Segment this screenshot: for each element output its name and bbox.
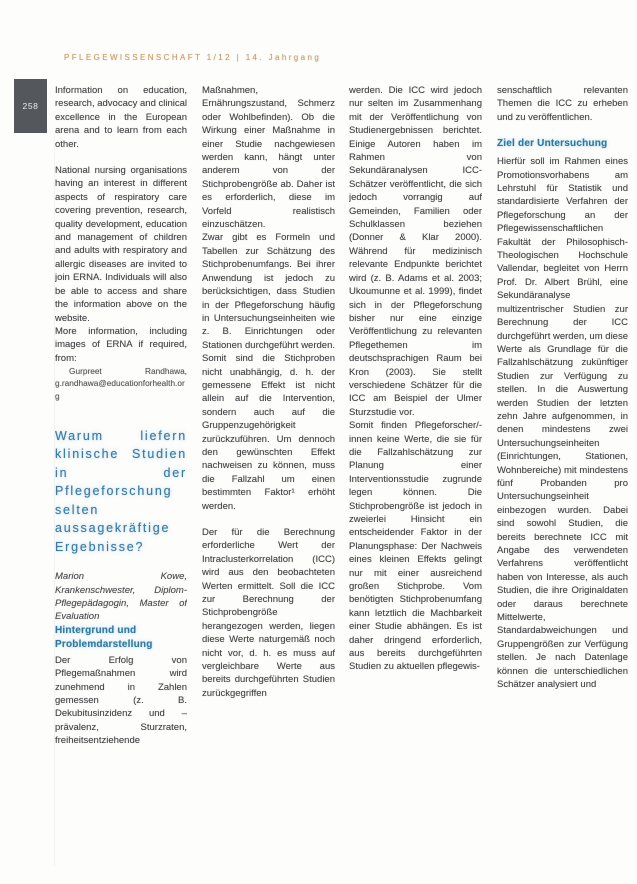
article-paragraph: senschaftlich relevanten Themen die ICC zu erheben und zu veröffentlichen.: [497, 85, 628, 123]
article-paragraph: Der Erfolg von Pflegemaßnahmen wird zunehmend in Zahlen gemessen (z. B. Dekubitusinzidenz und –prävalenz, Sturzraten, freiheitsentziehende: [55, 654, 187, 747]
article-paragraph: werden. Die ICC wird jedoch nur selten im Zusammenhang mit der Veröffentlichung von Studienergebnissen berichtet. Einige Autoren haben im Rahmen von Sekundäranalysen ICC-Schätzer veröffentlicht, die sich jedoch vorrangig auf Gemeinden, Familien oder Schulklassen beziehen (Donner & Klar 2000). Während für medizinisch relevante Endpunkte berichtet wird (z. B. Adams et al. 2003; Ukoumunne et al. 1999), findet sich in der Pflegeforschung bisher nur eine einzige Veröffentlichung zu relevanten Pflegethemen im deutschsprachigen Raum bei Kron (2003). Sie stellt verschiedene Schätzer für die ICC am Beispiel der Ulmer Sturzstudie vor.: [349, 85, 482, 418]
article-author-line: Marion Kowe, Krankenschwester, Diplom-Pflegepädagogin, Master of Evaluation: [55, 571, 187, 623]
page-number: 258: [22, 101, 39, 111]
article-title: Warum liefern klinische Studien in der Pflegeforschung selten aussagekräftige Ergebnisse?: [55, 428, 187, 554]
article-paragraph: Der für die Berechnung erforderliche Wert der Intraclusterkorrelation (ICC) wird aus den beobachteten Werten ermittelt. Soll die ICC zur Berechnung der Stichprobengröße herangezogen werden, liegen diese Werte naturgemäß noch nicht vor, d. h. es muss auf vergleichbare Werte aus bereits durchgeführten Studien zurückgegriffen: [202, 527, 335, 699]
text-column-2: [202, 84, 335, 872]
section-heading-goal: Ziel der Untersuchung: [497, 138, 608, 150]
text-column-3: [349, 84, 482, 872]
text-column-4: [497, 84, 628, 872]
erna-contact-block: Gurpreet Randhawa, g.randhawa@educationforhealth.org: [55, 366, 187, 401]
article-paragraph: Hierfür soll im Rahmen eines Promotionsvorhabens am Lehrstuhl für Statistik und standardisierte Verfahren der Pflegeforschung an der Pflegewissenschaftlichen Fakultät der Philosophisch-Theologischen Hochschule Vallendar, begleitet von Herrn Prof. Dr. Albert Brühl, eine Sekundäranalyse multizentrischer Studien zur Berechnung der ICC durchgeführt werden, um diese Werte als Grundlage für die Fallzahlschätzung zukünftiger Studien zur Verfügung zu stellen. In die Auswertung werden Studien der letzten zehn Jahre aufgenommen, in denen mindestens zwei Untersuchungseinheiten (Einrichtungen, Stationen, Wohnbereiche) mit mindestens fünf Probanden pro Untersuchungseinheit einbezogen wurden. Dabei sind sowohl Studien, die bereits berechnete ICC mit Angabe des verwendeten Verfahrens veröffentlicht haben von Interesse, als auch Studien, die ihre Originaldaten oder daraus berechnete Mittelwerte, Standardabweichungen und Gruppengrößen zur Verfügung stellen. Je nach Datenlage können die unterschiedlichen Schätzer analysiert und: [497, 156, 628, 691]
article-paragraph: Zwar gibt es Formeln und Tabellen zur Schätzung des Stichprobenumfangs. Bei ihrer Anwendung ist jedoch zu berücksichtigen, dass Studien in der Pflegeforschung häufig in Untersuchungseinheiten wie z. B. Einrichtungen oder Stationen durchgeführt werden. Somit sind die Stichproben nicht unabhängig, d. h. der gemessene Effekt ist nicht allein auf die Intervention, sondern auch auf die Gruppenzugehörigkeit zurückzuführen. Um dennoch den gewünschten Effekt nachweisen zu können, muss die Fallzahl um einen bestimmten Faktor¹ erhöht werden.: [202, 232, 335, 512]
text-column-1: [55, 84, 187, 872]
page-number-badge: [14, 79, 47, 133]
erna-paragraph-national: National nursing organisations having an interest in different aspects of respiratory care covering prevention, research, quality development, education and management of children and adults with respiratory and allergic diseases are invited to join ERNA. Individuals will also be able to access and share the information above on the website.: [55, 165, 187, 324]
section-heading-background: Hintergrund und Problemdarstellung: [55, 624, 153, 650]
journal-running-header: PFLEGEWISSENSCHAFT 1/12 | 14. Jahrgang: [64, 53, 322, 62]
article-paragraph: Maßnahmen, Ernährungszustand, Schmerz oder Wohlbefinden). Ob die Wirkung einer Maßnahme in einer Studie nachgewiesen werden kann, hängt unter anderem von der Stichprobengröße ab. Daher ist es erforderlich, diese im Vorfeld realistisch einzuschätzen.: [202, 85, 335, 231]
erna-paragraph-more-info: More information, including images of ERNA if required, from:: [55, 325, 187, 364]
erna-paragraph-info: Information on education, research, advocacy and clinical excellence in the European arena and to learn from each other.: [55, 85, 187, 150]
article-paragraph: Somit finden Pflegeforscher/-innen keine Werte, die sie für die Fallzahlschätzung zur Planung einer Interventionsstudie zugrunde legen können. Die Stichprobengröße ist jedoch in zweierlei Hinsicht ein entscheidender Faktor in der Planungsphase: Der Nachweis eines kleinen Effekts gelingt nur mit einer ausreichend großen Stichprobe. Vom benötigten Stichprobenumfang kann letztlich die Machbarkeit einer Studie abhängen. Es ist daher dringend erforderlich, aus bereits durchgeführten Studien zu aktuellen pflegewis-: [349, 420, 482, 673]
